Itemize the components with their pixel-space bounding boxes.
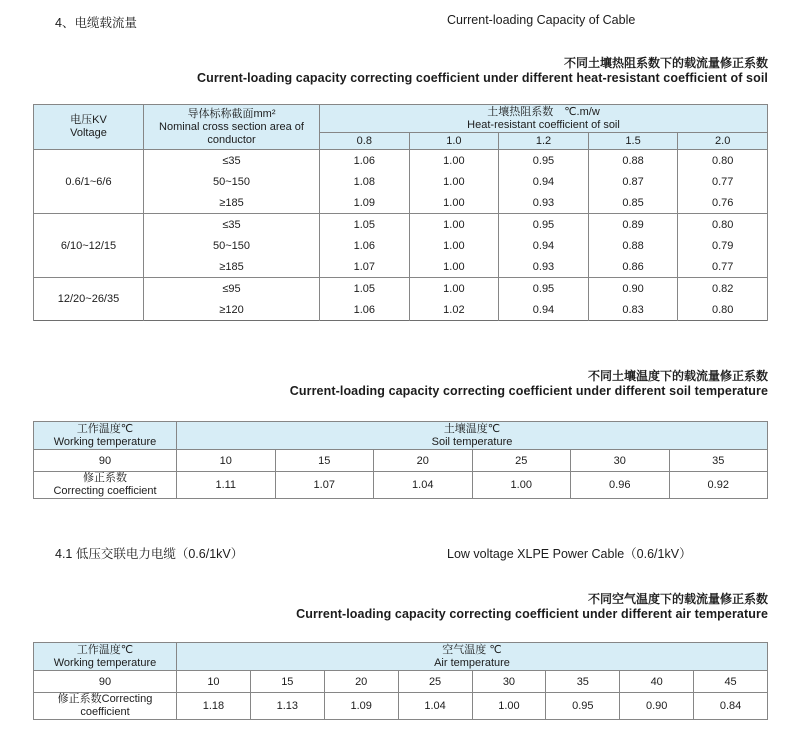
coefficient-cell: 0.92	[669, 472, 768, 499]
coefficient-label-cell	[34, 472, 177, 499]
value-cell: 0.94	[499, 235, 589, 256]
voltage-header-en: Voltage	[70, 127, 107, 139]
temperature-cell: 10	[177, 450, 276, 472]
value-cell: 1.00	[409, 171, 499, 192]
working-temperature-header-cell	[34, 422, 177, 450]
temperature-cell: 40	[620, 671, 694, 693]
value-cell: 1.00	[409, 256, 499, 278]
subsection-heading	[0, 544, 800, 560]
value-cell: 0.94	[499, 171, 589, 192]
temperature-cell: 25	[398, 671, 472, 693]
temperature-cell: 15	[275, 450, 374, 472]
working-temperature-value: 90	[34, 450, 177, 472]
coefficient-cell: 0.90	[620, 693, 694, 720]
soil-temperature-header-en: Soil temperature	[431, 435, 513, 448]
temperature-cell: 35	[546, 671, 620, 693]
coefficient-cell: 0.95	[546, 693, 620, 720]
coefficient-row	[34, 693, 768, 720]
value-cell: 0.87	[588, 171, 678, 192]
coefficient-row	[34, 472, 768, 499]
working-temperature-header-cn: 工作温度℃	[76, 643, 134, 656]
voltage-cell: 0.6/1~6/6	[34, 150, 144, 214]
coefficient-cell: 0.84	[694, 693, 768, 720]
coefficient-label-cell: 修正系数Correcting coefficient	[34, 693, 177, 720]
value-cell: 0.88	[588, 235, 678, 256]
table3-title-cn: 不同空气温度下的载流量修正系数	[587, 592, 768, 606]
value-cell: 0.80	[678, 214, 768, 236]
coefficient-cell: 1.09	[324, 693, 398, 720]
temperature-cell: 35	[669, 450, 768, 472]
table-header-row	[34, 422, 768, 450]
air-temperature-header-en: Air temperature	[434, 656, 510, 669]
coefficient-value-header: 0.8	[320, 133, 410, 150]
coefficient-value-header: 2.0	[678, 133, 768, 150]
value-cell: 0.83	[588, 299, 678, 321]
cross-section-header-cell	[144, 105, 320, 150]
section-heading-en: Current-loading Capacity of Cable	[447, 13, 636, 27]
value-cell: 0.77	[678, 171, 768, 192]
voltage-cell: 12/20~26/35	[34, 278, 144, 321]
value-cell: 0.95	[499, 214, 589, 236]
value-cell: 0.89	[588, 214, 678, 236]
value-cell: 1.06	[320, 150, 410, 172]
working-temperature-value: 90	[34, 671, 177, 693]
soil-heat-resistant-coefficient-table	[33, 104, 768, 321]
value-cell: 1.00	[409, 192, 499, 214]
coefficient-cell: 1.04	[374, 472, 473, 499]
coefficient-value-header: 1.2	[499, 133, 589, 150]
table-row	[34, 299, 768, 321]
coefficient-cell: 1.00	[472, 693, 546, 720]
table1-title	[0, 56, 800, 85]
soil-temperature-header-cn: 土壤温度℃	[443, 422, 501, 435]
coefficient-cell: 0.96	[571, 472, 670, 499]
temperature-cell: 30	[472, 671, 546, 693]
coefficient-cell: 1.11	[177, 472, 276, 499]
value-cell: 0.93	[499, 192, 589, 214]
value-cell: 0.95	[499, 278, 589, 300]
air-temperature-correction-table	[33, 642, 768, 720]
table2-title-cn: 不同土壤温度下的载流量修正系数	[587, 369, 768, 383]
coefficient-cell: 1.00	[472, 472, 571, 499]
coefficient-cell: 1.04	[398, 693, 472, 720]
value-cell: 0.95	[499, 150, 589, 172]
cross-section-cell: ≤35	[144, 214, 320, 236]
value-cell: 1.00	[409, 278, 499, 300]
temperature-cell: 20	[374, 450, 473, 472]
value-cell: 1.06	[320, 299, 410, 321]
soil-temperature-header-cell	[177, 422, 768, 450]
value-cell: 0.86	[588, 256, 678, 278]
heat-coefficient-header-cn: 土壤热阻系数 ℃.m/w	[487, 105, 600, 118]
temperature-row	[34, 671, 768, 693]
table1-title-en: Current-loading capacity correcting coefficient under different heat-resistant coefficient of soil	[196, 70, 768, 85]
table3-title-en: Current-loading capacity correcting coefficient under different air temperature	[296, 606, 768, 621]
voltage-cell: 6/10~12/15	[34, 214, 144, 278]
heat-coefficient-header-cell	[320, 105, 768, 133]
subsection-heading-cn: 4.1 低压交联电力电缆（0.6/1kV）	[55, 547, 244, 561]
temperature-cell: 20	[324, 671, 398, 693]
table-row	[34, 256, 768, 278]
value-cell: 0.77	[678, 256, 768, 278]
table-header-row	[34, 105, 768, 133]
working-temperature-header-en: Working temperature	[53, 435, 157, 448]
value-cell: 0.88	[588, 150, 678, 172]
section-heading	[0, 0, 800, 29]
value-cell: 1.05	[320, 214, 410, 236]
table-row	[34, 214, 768, 236]
table2-title	[0, 369, 800, 398]
value-cell: 1.00	[409, 150, 499, 172]
cross-section-cell: 50~150	[144, 235, 320, 256]
value-cell: 1.00	[409, 214, 499, 236]
temperature-cell: 10	[177, 671, 251, 693]
table2-title-en: Current-loading capacity correcting coefficient under different soil temperature	[289, 383, 768, 398]
working-temperature-header-cell	[34, 643, 177, 671]
cross-section-cell: ≤95	[144, 278, 320, 300]
value-cell: 0.82	[678, 278, 768, 300]
cross-section-cell: ≥120	[144, 299, 320, 321]
air-temperature-header-cn: 空气温度 ℃	[442, 643, 502, 656]
working-temperature-header-en: Working temperature	[53, 656, 157, 669]
cross-section-cell: 50~150	[144, 171, 320, 192]
cross-section-header-en: Nominal cross section area of conductor	[159, 120, 304, 146]
table-header-row	[34, 643, 768, 671]
table-row	[34, 192, 768, 214]
cross-section-cell: ≥185	[144, 256, 320, 278]
cross-section-cell: ≤35	[144, 150, 320, 172]
value-cell: 0.94	[499, 299, 589, 321]
temperature-cell: 25	[472, 450, 571, 472]
value-cell: 1.02	[409, 299, 499, 321]
value-cell: 1.07	[320, 256, 410, 278]
value-cell: 0.93	[499, 256, 589, 278]
voltage-header-cn: 电压KV	[70, 114, 107, 126]
temperature-row	[34, 450, 768, 472]
soil-temperature-correction-table	[33, 421, 768, 499]
heat-coefficient-header-en: Heat-resistant coefficient of soil	[467, 118, 620, 131]
coefficient-label-en: Correcting coefficient	[53, 485, 157, 497]
working-temperature-header-cn: 工作温度℃	[76, 422, 134, 435]
voltage-header-cell	[34, 105, 144, 150]
value-cell: 1.05	[320, 278, 410, 300]
table-row	[34, 150, 768, 172]
cross-section-header-cn: 导体标称截面mm²	[187, 107, 276, 120]
table-row	[34, 171, 768, 192]
coefficient-value-header: 1.0	[409, 133, 499, 150]
section-heading-cn: 4、电缆载流量	[55, 16, 137, 30]
value-cell: 1.06	[320, 235, 410, 256]
value-cell: 0.76	[678, 192, 768, 214]
coefficient-cell: 1.13	[250, 693, 324, 720]
temperature-cell: 45	[694, 671, 768, 693]
value-cell: 0.80	[678, 150, 768, 172]
temperature-cell: 15	[250, 671, 324, 693]
value-cell: 0.79	[678, 235, 768, 256]
table1-title-cn: 不同土壤热阻系数下的载流量修正系数	[563, 56, 768, 70]
value-cell: 0.90	[588, 278, 678, 300]
value-cell: 0.80	[678, 299, 768, 321]
coefficient-cell: 1.18	[177, 693, 251, 720]
value-cell: 1.09	[320, 192, 410, 214]
subsection-heading-en: Low voltage XLPE Power Cable（0.6/1kV）	[447, 547, 692, 561]
coefficient-label-cn: 修正系数	[83, 472, 127, 484]
value-cell: 1.00	[409, 235, 499, 256]
value-cell: 0.85	[588, 192, 678, 214]
table-row	[34, 235, 768, 256]
table-row	[34, 278, 768, 300]
table3-title	[0, 592, 800, 621]
air-temperature-header-cell	[177, 643, 768, 671]
cross-section-cell: ≥185	[144, 192, 320, 214]
coefficient-value-header: 1.5	[588, 133, 678, 150]
value-cell: 1.08	[320, 171, 410, 192]
temperature-cell: 30	[571, 450, 670, 472]
coefficient-cell: 1.07	[275, 472, 374, 499]
